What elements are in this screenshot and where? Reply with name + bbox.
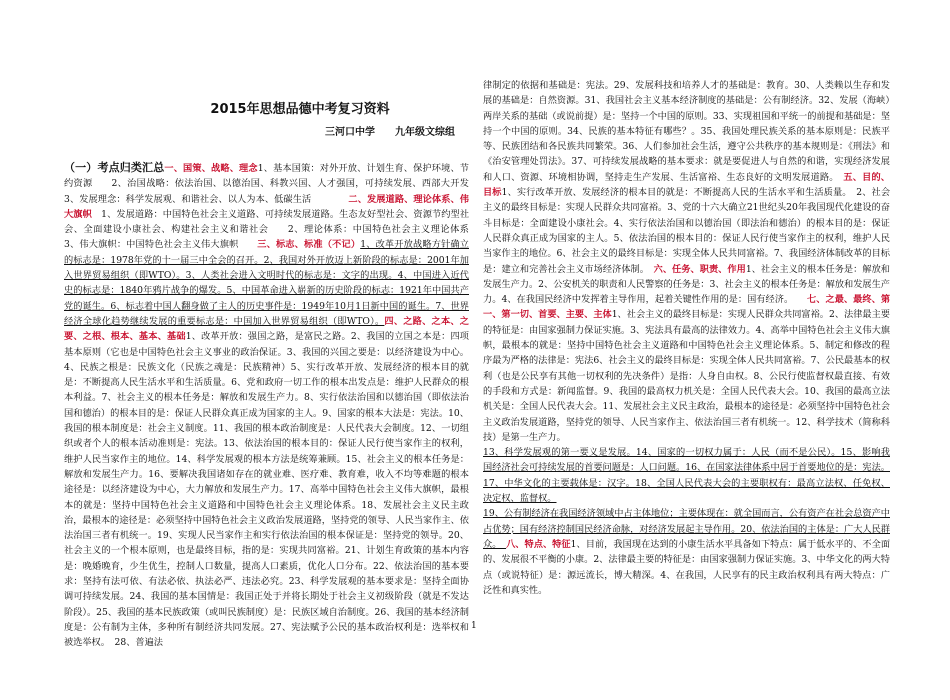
left-column bbox=[64, 160, 488, 700]
paragraph-r4: 1、社会主义的最终目标是：实现人民群众共同富裕。2、法律最主要的特征是：由国家强制力保证实施。3、宪法具有最高的法律效力。4、高举中国特色社会主义伟大旗帜，最根本的就是：坚持中国特色社会主义道路和中国特色社会主义理论体系。5、制定和修改的程序最为严格的法律是：宪法6、社会主义的最终目标是：实现全体人民共同富裕。7、公民最基本的权利（也是公民享有其他一切权利的先决条件）是指：人身自由权。8、公民行使监督权最直接、有效的手段和方式是：新闻监督。9、我国的最高权力机关是：全国人民代表大会。10、我国的最高立法机关是：全国人民代表大会。11、发展社会主义民主政治，最根本的途径是：必须坚持中国特色社会主义政治发展道路，坚持党的领导、人民当家作主、依法治国三者有机统一。12、科学技术（简称科技）是第一生产力。 bbox=[483, 309, 890, 443]
paragraph-3: 1、改革开放战略方针确立的标志是：1978年党的十一届三中全会的召开。2、我国对外开放迈上新阶段的标志是：2001年加入世界贸易组织（即WTO）。3、人类社会进入文明时代的标志是：文字的出现。4、中国进入近代史的标志是：1840年鸦片战争的爆发。5、中国革命进入崭新的历史阶段的标志：1921年中国共产党的诞生。6、标志着中国人翻身做了主人的历史事件是：1949年10月1日新中国的诞生。7、世界经济全球化趋势继续发展的重要标志是：中国加入世界贸易组织（即WTO）。 bbox=[64, 239, 469, 327]
page-number: 1 bbox=[471, 621, 477, 631]
heading-7: 七、之最、最终、第一、第一切、首要、主要、主体 bbox=[483, 294, 891, 321]
heading-8: 八、特点、特征 bbox=[506, 538, 571, 550]
paragraph-r1: 律制定的依据和基础是：宪法。29、发展科技和培养人才的基础是：教育。30、人类赖以生存和发展的基础是：自然资源。31、我国社会主义基本经济制度的基础是：公有制经济。32、发展（海峡）两岸关系的基础（或说前提）是：坚持一个中国的原则。33、实现祖国和平统一的前提和基础是：坚持一个中国的原则。34、民族的基本特征有哪些？。35、我国处理民族关系的基本原则是：民族平等、民族团结和各民族共同繁荣。36、人们参加社会生活，遵守公共秩序的基本规则是：《刑法》和《治安管理处罚法》。37、可持续发展战略的基本要求：就是要促进人与自然的和谐，实现经济发展和人口、资源、环境相协调，坚持走生产发展、生活富裕、生态良好的文明发展道路。 bbox=[483, 80, 890, 183]
heading-3: 三、标志、标准（不记） bbox=[257, 239, 361, 251]
paragraph-r3: 1、社会主义的根本任务是：解放和发展生产力。2、公安机关的职责和人民警察的任务是：3、社会主义的根本任务是：解放和发展生产力。4、在我国民经济中发挥着主导作用，起着关键性作用的是：国有经济。 bbox=[483, 263, 890, 306]
paragraph-r7: 1、目前，我国现在达到的小康生活水平具备如下特点：属于低水平的、不全面的、发展很不平衡的小康。2、法律最主要的特征是：由国家强制力保证实施。3、中华文化的两大特点（或说特征）是：源远流长，博大精深。4、在我国，人民享有的民主政治权利具有两大特点：广泛性和真实性。 bbox=[483, 538, 891, 596]
paragraph-r6: 19、公有制经济在我国经济领域中占主体地位；主要体现在：就全国而言，公有资产在社会总资产中占优势；国有经济控制国民经济命脉，对经济发展起主导作用。20、依法治国的主体是：广大人民群众。 bbox=[483, 508, 890, 550]
paragraph-4: 1、改革开放：强国之路，是富民之路。2、我国的立国之本是：四项基本原则（它也是中国特色社会主义事业的政治保证。3、我国的兴国之要是：以经济建设为中心。4、民族之根是：民族文化（民族之魂是：民族精神）5、实行改革开放、发展经济的根本目的就是：不断提高人民生活水平和生活质量。6、党和政府一切工作的根本出发点是：维护人民群众的根本利益。7、社会主义的根本任务是：解放和发展生产力。8、实行依法治国和以德治国（即依法治国和德治）的根本目的是：保证人民群众真正成为国家的主人。9、国家的根本大法是：宪法。10、我国的根本制度是：社会主义制度。11、我国的根本政治制度是：人民代表大会制度。12、一切组织或者个人的根本活动准则是：宪法。13、依法治国的根本目的：保证人民行使当家作主的权利，维护人民当家作主的地位。14、科学发展观的根本方法是统筹兼顾。15、社会主义的根本任务是：解放和发展生产力。16、要解决我国诸如存在的就业难、医疗难、教育难，收入不均等难题的根本途径是：以经济建设为中心，大力解放和发展生产力。17、高举中国特色社会主义伟大旗帜，最根本的就是：坚持中国特色社会主义道路和中国特色社会主义理论体系。18、发展社会主义民主政治，最根本的途径是：必须坚持中国特色社会主义政治发展道路，坚持党的领导、人民当家作主、依法治国三者有机统一。19、实现人民当家作主和实行依法治国的根本保证是：坚持党的领导。20、社会主义的一个根本原则，也是最终目标，指的是：实现共同富裕。21、计划生育政策的基本内容是：晚婚晚育，少生优生，控制人口数量，提高人口素质，优化人口分布。22、依法治国的基本要求：坚持有法可依、有法必依、执法必严、违法必究。23、科学发展观的基本要求是：坚持全面协调可持续发展。24、我国的基本国情是：我国正处于并将长期处于社会主义初级阶段（就是不发达阶段）。25、我国的基本民族政策（或叫民族制度）是：民族区域自治制度。26、我国的基本经济制度是：公有制为主体，多种所有制经济共同发展。27、宪法赋予公民的基本政治权利是：选举权和被选举权。 28、普遍法 bbox=[64, 331, 469, 649]
right-column bbox=[483, 78, 891, 596]
heading-4: 四、之路、之本、之要、之根、根本、基本、基础 bbox=[64, 315, 469, 343]
heading-5: 五、目的、目标 bbox=[483, 171, 890, 199]
paragraph-r5: 13、科学发展观的第一要义是发展。14、国家的一切权力属于：人民（而不是公民）。15、影响我国经济社会可持续发展的首要问题是：人口问题。16、在国家法律体系中居于首要地位的是：宪法。17、中华文化的主要载体是：汉字。18、全国人民代表大会的主要职权有：最高立法权、任免权、决定权、监督权。 bbox=[483, 447, 890, 505]
heading-2: 二、发展道路、理论体系、伟大旗帜 bbox=[64, 193, 469, 220]
document-title: 2015年思想品德中考复习资料 bbox=[210, 102, 390, 117]
document-subtitle: 三河口中学 九年级文综组 bbox=[325, 127, 455, 138]
section-header: （一）考点归类汇总 bbox=[64, 161, 165, 174]
heading-1: 一、国策、战略、理念 bbox=[164, 163, 258, 174]
paragraph-1: 1、基本国策：对外开放、计划生育、保护环境、节约资源 2、治国战略：依法治国、以德治国、科教兴国、人才强国，可持续发展、西部大开发 3、发展理念：科学发展观、和谐社会、以人为本、低碳生活 bbox=[64, 163, 479, 205]
paragraph-2: 1、发展道路：中国特色社会主义道路、可持续发展道路。生态友好型社会、资源节约型社会、全面建设小康社会、构建社会主义和谐社会 2、理论体系：中国特色社会主义理论体系 3、伟大旗帜：中国特色社会主义伟大旗帜 bbox=[64, 208, 488, 251]
paragraph-r2: 1、实行改革开放、发展经济的根本目的就是：不断提高人民的生活水平和生活质量。 2、社会主义的最终目标是：实现人民群众共同富裕。3、党的十六大确立21世纪头20年我国现代化建设的奋斗目标是：全面建设小康社会。4、实行依法治国和以德治国（即法治和德治）的根本目的是：保证人民群众真正成为国家的主人。5、依法治国的根本目的：保证人民行使当家作主的权利，维护人民当家作主的地位。6、社会主义的最终目标是：实现全体人民共同富裕。7、我国经济体制改革的目标是：建立和完善社会主义市场经济体制。 bbox=[483, 187, 891, 275]
heading-6: 六、任务、职责、作用 bbox=[644, 263, 746, 275]
